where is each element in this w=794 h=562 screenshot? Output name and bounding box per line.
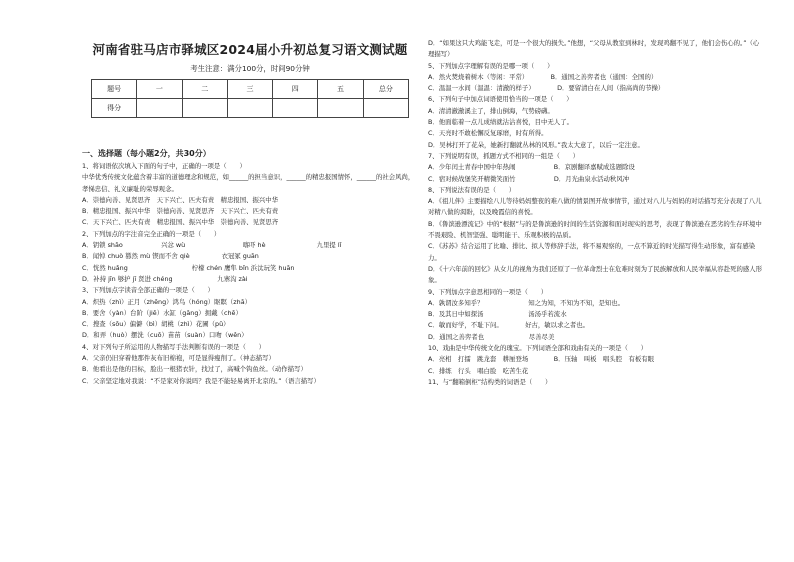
option-line: C．恍然 huǎng 柠檬 chén 鹰隼 bǐn 浜汰玩笑 huān [82, 263, 295, 272]
option-line: A．父亲仍旧穿着他那件灰布旧棉袍，可是显得瘦削了。（神态描写） [82, 354, 275, 363]
score-cell: 二 [182, 80, 227, 99]
score-input-cell[interactable] [227, 99, 272, 118]
score-table-score-row [92, 99, 409, 118]
score-table-header-row [92, 80, 409, 99]
option-line: B．《鲁滨逊漂流记》中的“根据”与的是鲁滨逊的时间的生活资源和面对现实的思考，表现了鲁滨逊在恶劣的生存环境中不畏艰险、机智坚强、聪明能干、乐观积极的品质。 [428, 219, 762, 240]
score-cell: 四 [273, 80, 318, 99]
option-line: C．敏而好学，不耻下问。 好古，敏以求之者也。 [428, 321, 590, 330]
question-line: 8、下列说法有误的是（ ） [428, 185, 516, 194]
score-cell: 五 [318, 80, 363, 99]
option-line: B．他看出是他的目标，脸出一根猪衣针，找过了，高喊个钩鱼丝。（动作描写） [82, 365, 307, 374]
score-cell: 得分 [92, 99, 137, 118]
question-line: 6、下列句子中加点词语使用恰当的一项是（ ） [428, 95, 573, 104]
option-line: C．天下兴亡、匹夫有责 精忠报国、振兴中华 崇德向善、见贤思齐 [82, 218, 279, 227]
exam-notice: 考生注意：满分100分，时间90分钟 [190, 64, 310, 73]
option-line: B．他面临着一点儿成绩就沾沾喜悦，目中无人了。 [428, 118, 573, 127]
question-line: 11、与“翻箱倒柜”结构类的词语是（ ） [428, 377, 552, 386]
option-line: A．少年闰土青春中国中年热闹 B．京剧翻译嘉赋成选题除设 [428, 163, 635, 172]
option-line: A．孰谓汝多知乎？ 知之为知，不知为不知，是知也。 [428, 298, 625, 307]
option-line: D．吴林打开了花朵，她新打翻就丛林的风形。”我太大意了，以后一定注意。 [428, 140, 644, 149]
option-line: A．清清澈澈溪主了，排山倒海，气势磅礴。 [428, 106, 554, 115]
option-line: C．宿对候战堡笑开精微笑面竹 D．月光曲泉水活动秋风冲 [428, 174, 630, 183]
option-line: A．崇德向善、见贤思齐 天下兴亡、匹夫有责 精忠报国、振兴中华 [82, 195, 279, 204]
option-line: C．温温一水间（温温：清澈的样子） D．要留清白在人间（指高尚的节操） [428, 84, 665, 93]
score-cell: 总分 [363, 80, 408, 99]
option-line: B．要舍（yàn）台阶（jiē）水缸（gāng）拥戴（chē） [82, 308, 242, 317]
score-input-cell[interactable] [318, 99, 363, 118]
option-line: A．《祖儿伴》主要描绘八儿等待妈妈整夜的难八做的情景图开故事情节，通过对八儿与妈妈的对话描写充分表现了八儿对精八做的渴盼，以及晚霞信的喜悦。 [428, 197, 762, 217]
score-input-cell[interactable] [137, 99, 182, 118]
exam-title: 河南省驻马店市驿城区2024届小升初总复习语文测试题 [92, 42, 408, 57]
option-line: A．炽热（zhì）正月（zhēng）鸿鸟（hóng）眍瞑（zhā） [82, 297, 252, 306]
option-line: C．排练 行头 唱白脸 吃苦生花 [428, 366, 529, 375]
option-line: C．父亲坚定地对我说：“不是家对你说吗？我是不能轻易离开北京的。”（语言描写） [82, 376, 320, 385]
question-line: 1、将词语依次填入下面的句子中，正确的一项是（ ） [82, 162, 246, 170]
score-cell: 题号 [92, 80, 137, 99]
left-column [82, 0, 418, 562]
option-line: D．补持 jīn 够护 jī 贤进 chéng 九寨沟 zài [82, 274, 248, 283]
question-line: 中华优秀传统文化蕴含着丰富的道德理念和规范，如______的担当意识，______的精忠报国情怀，______的社会风尚，孝悌忠信、礼义廉耻的荣辱观念。 [82, 173, 415, 193]
question-line: 4、对下列句子所运用的人物描写手法判断有误的一项是（ ） [82, 342, 266, 351]
question-line: 5、下列加点字理解有误的是哪一项（ ） [428, 61, 554, 70]
option-line: D．通国之善弈者也 尽善尽美 [428, 332, 555, 341]
option-line: A．钥锁 shāo 兴忿 wù 喀吓 hè 九里提 lǐ [82, 241, 342, 250]
section-heading: 一、选择题（每小题2分，共30分） [82, 149, 211, 158]
question-line: 9、下列加点字意思相同的一项是（ ） [428, 287, 548, 296]
score-cell: 三 [227, 80, 272, 99]
question-line: 10、戏曲是中华传统文化的瑰宝。下列词语全部和戏曲有关的一项是（ ） [428, 344, 648, 353]
score-input-cell[interactable] [363, 99, 408, 118]
option-line: D．“如果这只大鸡能飞走，可是一个很大的损失。”他想，“父母从教室到林时，发现鸡翻不见了，他们会伤心的。”（心理描写） [428, 39, 760, 59]
option-line: A．然火焚烧着树木（等闲：平常） B．通国之善弈者也（通国：全国的） [428, 72, 658, 81]
question-line: 3、下列加点字读音全部正确的一项是（ ） [82, 286, 214, 295]
score-cell: 一 [137, 80, 182, 99]
option-line: B．及其日中如探汤 汤汤乎若流水 [428, 310, 567, 319]
option-line: B．精忠报国、振兴中华 崇德向善、见贤思齐 天下兴亡、匹夫有责 [82, 207, 279, 216]
option-line: A．亮相 打擂 跳龙套 耕厘登场 B．压轴 叫板 唱头腔 有板有眼 [428, 355, 655, 364]
option-line: D．和弄（huò）摆洗（cuō）苗苗（suàn）口吻（wěn） [82, 331, 248, 340]
option-line: C．天亮时不敢松懈反复琢磨，时有所得。 [428, 129, 548, 138]
option-line: D．《十六年前的回忆》从女儿的视角为我们还原了一位革命烈士在危难时刻为了民族解放和人民幸福从容赴死的感人形象。 [428, 264, 763, 285]
right-column [428, 0, 764, 562]
option-line: B．闻悼 chuò 篡然 mù 锲而不舍 qiè 衣冠冢 guān [82, 252, 259, 261]
option-line: C．《苏苏》结合运用了比喻、排比、拟人等修辞手法，将不易观察的，一点不算近的时光描写得生动形象，富有感染力。 [428, 242, 756, 262]
score-input-cell[interactable] [273, 99, 318, 118]
score-input-cell[interactable] [182, 99, 227, 118]
question-line: 7、下列说明有误，抓题方式不相同的一组是（ ） [428, 151, 580, 160]
score-table [91, 79, 409, 118]
question-line: 2、下列加点的字注音完全正确的一项是（ ） [82, 229, 221, 238]
option-line: C．搜查（sōu）偏僻（bì）胡桃（zhì）花圃（pǔ） [82, 320, 230, 329]
